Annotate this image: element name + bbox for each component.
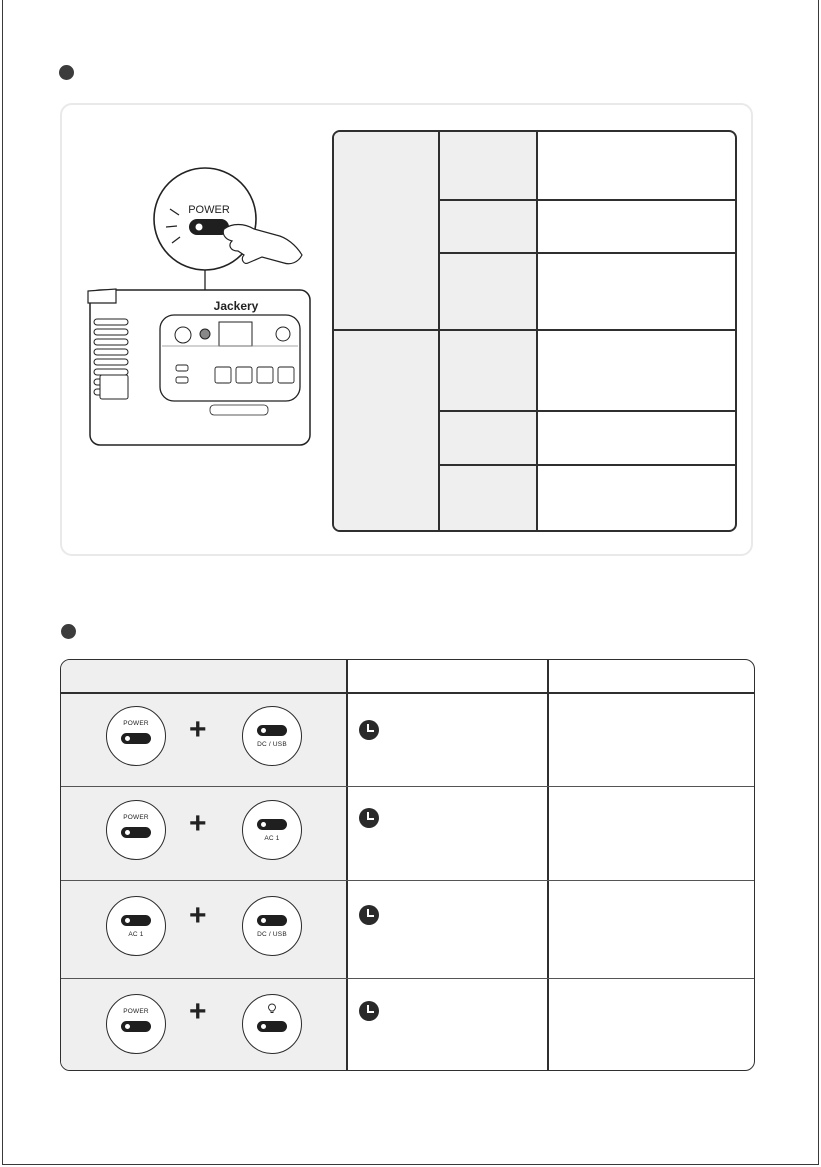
mode-table-sub-5 bbox=[440, 411, 536, 464]
mode-table-sub-6 bbox=[440, 465, 536, 532]
section-1-bullet-icon bbox=[59, 65, 74, 80]
clock-icon bbox=[359, 1001, 379, 1021]
mode-table-divider bbox=[440, 252, 737, 254]
section-2-bullet-icon bbox=[61, 624, 76, 639]
ac1-button-icon: AC 1 bbox=[106, 896, 166, 956]
mode-table-group-2 bbox=[334, 330, 439, 532]
power-button-icon: POWER bbox=[106, 706, 166, 766]
combo-table-divider bbox=[61, 786, 755, 787]
mode-table-sub-2 bbox=[440, 200, 536, 252]
ac1-button-icon: AC 1 bbox=[242, 800, 302, 860]
brand-logo: Jackery bbox=[213, 299, 259, 313]
combo-table-divider bbox=[61, 692, 755, 694]
mode-table-group-1 bbox=[334, 132, 439, 330]
clock-icon bbox=[359, 808, 379, 828]
dc-usb-button-icon: DC / USB bbox=[242, 896, 302, 956]
mode-table bbox=[332, 130, 737, 532]
plus-icon: + bbox=[189, 807, 207, 840]
combo-table-divider bbox=[61, 880, 755, 881]
plus-icon: + bbox=[189, 899, 207, 932]
light-bulb-icon bbox=[267, 1003, 277, 1015]
mode-table-sub-1 bbox=[440, 132, 536, 199]
clock-icon bbox=[359, 720, 379, 740]
mode-table-sub-4 bbox=[440, 331, 536, 410]
mode-table-divider bbox=[440, 199, 737, 201]
mode-table-sub-3 bbox=[440, 253, 536, 330]
mode-table-divider bbox=[536, 132, 538, 532]
combo-header-shade bbox=[61, 660, 347, 692]
light-button-icon bbox=[242, 994, 302, 1054]
clock-icon bbox=[359, 905, 379, 925]
mode-table-divider bbox=[334, 329, 737, 331]
combo-table-divider bbox=[346, 660, 348, 1071]
mode-table-divider bbox=[438, 132, 440, 532]
combo-table-divider bbox=[547, 660, 549, 1071]
combo-table bbox=[60, 659, 755, 1071]
mode-table-divider bbox=[440, 410, 737, 412]
power-button-icon: POWER bbox=[106, 800, 166, 860]
mode-table-divider bbox=[440, 464, 737, 466]
power-button-icon: POWER bbox=[106, 994, 166, 1054]
combo-table-divider bbox=[61, 978, 755, 979]
plus-icon: + bbox=[189, 713, 207, 746]
power-zoom-label: POWER bbox=[188, 204, 230, 216]
plus-icon: + bbox=[189, 995, 207, 1028]
dc-usb-button-icon: DC / USB bbox=[242, 706, 302, 766]
